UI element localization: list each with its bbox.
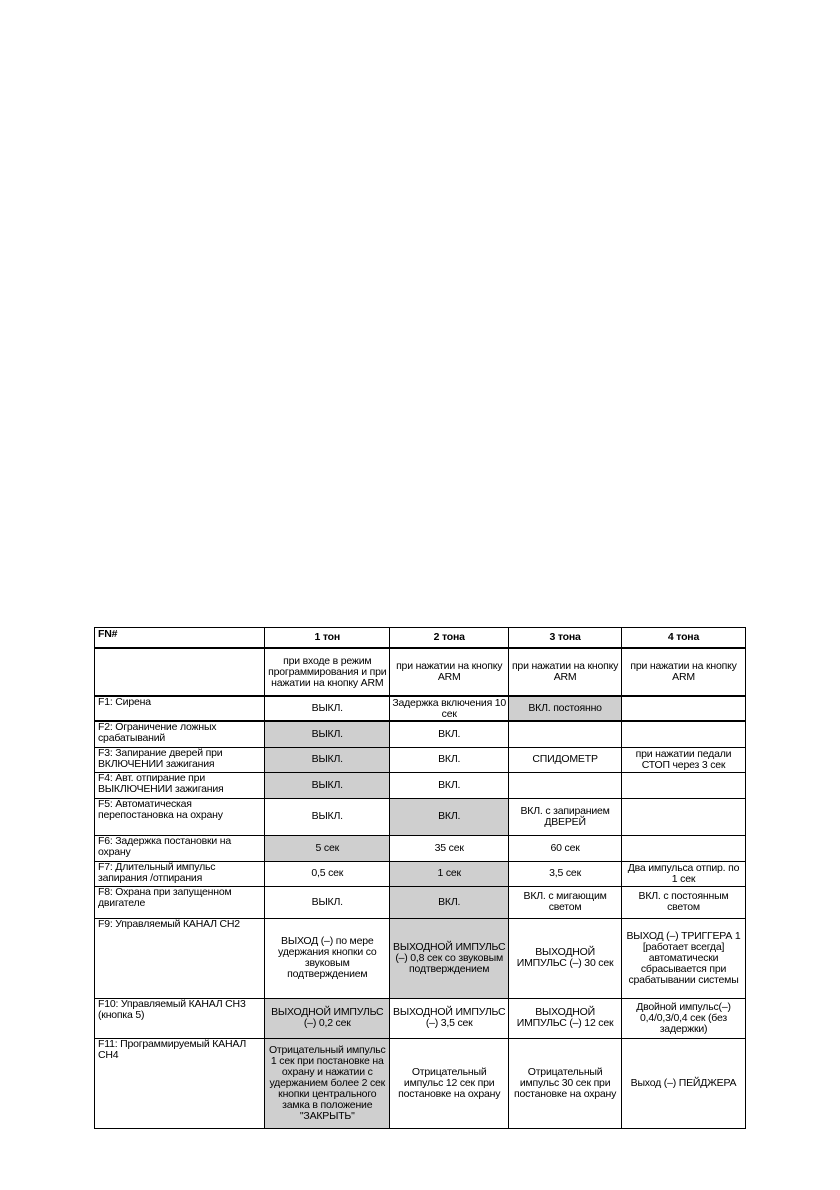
cell-tone-4: при нажатии на кнопку ARM: [622, 648, 746, 696]
table-row: [95, 772, 746, 798]
cell-tone-2: ВКЛ.: [390, 798, 509, 835]
table-row: [95, 1038, 746, 1128]
cell-tone-3: при нажатии на кнопку ARM: [509, 648, 622, 696]
cell-tone-1: 0,5 сек: [265, 861, 390, 886]
row-fn-label: F9: Управляемый КАНАЛ CH2: [95, 918, 265, 998]
table-row: [95, 798, 746, 835]
header-fn: FN#: [95, 628, 265, 649]
table-row: [95, 998, 746, 1038]
cell-tone-4: при нажатии педали СТОП через 3 сек: [622, 747, 746, 772]
cell-tone-4: ВЫХОД (–) ТРИГГЕРА 1 [работает всегда] автоматически сбрасывается при срабатывании системы: [622, 918, 746, 998]
row-fn-label: [95, 648, 265, 696]
header-tone-3: 3 тона: [509, 628, 622, 649]
table-row: [95, 886, 746, 918]
cell-tone-1: ВЫКЛ.: [265, 772, 390, 798]
table-row: [95, 835, 746, 861]
cell-tone-4: Двойной импульс(–) 0,4/0,3/0,4 сек (без задержки): [622, 998, 746, 1038]
table-row: [95, 696, 746, 721]
cell-tone-1: ВЫКЛ.: [265, 747, 390, 772]
cell-tone-2: Задержка включения 10 сек: [390, 696, 509, 721]
header-tone-1: 1 тон: [265, 628, 390, 649]
table-row: [95, 747, 746, 772]
cell-tone-1: ВЫХОДНОЙ ИМПУЛЬС (–) 0,2 сек: [265, 998, 390, 1038]
cell-tone-4: [622, 721, 746, 747]
cell-tone-1: ВЫКЛ.: [265, 886, 390, 918]
cell-tone-2: ВКЛ.: [390, 747, 509, 772]
cell-tone-3: 3,5 сек: [509, 861, 622, 886]
cell-tone-3: [509, 721, 622, 747]
row-fn-label: F1: Сирена: [95, 696, 265, 721]
cell-tone-3: ВКЛ. с запиранием ДВЕРЕЙ: [509, 798, 622, 835]
row-fn-label: F5: Автоматическая перепостановка на охрану: [95, 798, 265, 835]
cell-tone-1: ВЫКЛ.: [265, 721, 390, 747]
row-fn-label: F3: Запирание дверей при ВКЛЮЧЕНИИ зажигания: [95, 747, 265, 772]
header-tone-4: 4 тона: [622, 628, 746, 649]
cell-tone-3: ВКЛ. постоянно: [509, 696, 622, 721]
cell-tone-2: при нажатии на кнопку ARM: [390, 648, 509, 696]
header-tone-2: 2 тона: [390, 628, 509, 649]
table-row: [95, 721, 746, 747]
cell-tone-1: Отрицательный импульс 1 сек при постановке на охрану и нажатии с удержанием более 2 сек кнопки центрального замка в положение "ЗАКРЫТЬ": [265, 1038, 390, 1128]
cell-tone-2: ВКЛ.: [390, 886, 509, 918]
cell-tone-3: Отрицательный импульс 30 сек при постановке на охрану: [509, 1038, 622, 1128]
table-row: [95, 861, 746, 886]
row-fn-label: F4: Авт. отпирание при ВЫКЛЮЧЕНИИ зажигания: [95, 772, 265, 798]
cell-tone-1: 5 сек: [265, 835, 390, 861]
cell-tone-1: ВЫХОД (–) по мере удержания кнопки со звуковым подтверждением: [265, 918, 390, 998]
table-header-row: [95, 628, 746, 649]
table-row: [95, 648, 746, 696]
cell-tone-4: Два импульса отпир. по 1 сек: [622, 861, 746, 886]
cell-tone-3: ВЫХОДНОЙ ИМПУЛЬС (–) 30 сек: [509, 918, 622, 998]
cell-tone-1: ВЫКЛ.: [265, 696, 390, 721]
cell-tone-3: ВКЛ. с мигающим светом: [509, 886, 622, 918]
cell-tone-1: ВЫКЛ.: [265, 798, 390, 835]
cell-tone-3: ВЫХОДНОЙ ИМПУЛЬС (–) 12 сек: [509, 998, 622, 1038]
cell-tone-4: [622, 798, 746, 835]
cell-tone-3: [509, 772, 622, 798]
row-fn-label: F11: Программируемый КАНАЛ CH4: [95, 1038, 265, 1128]
cell-tone-2: ВКЛ.: [390, 721, 509, 747]
row-fn-label: F7: Длительный импульс запирания /отпирания: [95, 861, 265, 886]
cell-tone-4: Выход (–) ПЕЙДЖЕРА: [622, 1038, 746, 1128]
cell-tone-4: [622, 772, 746, 798]
cell-tone-4: [622, 696, 746, 721]
row-fn-label: F6: Задержка постановки на охрану: [95, 835, 265, 861]
cell-tone-2: ВКЛ.: [390, 772, 509, 798]
cell-tone-2: ВЫХОДНОЙ ИМПУЛЬС (–) 3,5 сек: [390, 998, 509, 1038]
cell-tone-2: 35 сек: [390, 835, 509, 861]
cell-tone-3: 60 сек: [509, 835, 622, 861]
cell-tone-4: [622, 835, 746, 861]
cell-tone-2: 1 сек: [390, 861, 509, 886]
cell-tone-2: Отрицательный импульс 12 сек при постановке на охрану: [390, 1038, 509, 1128]
table-row: [95, 918, 746, 998]
row-fn-label: F2: Ограничение ложных срабатываний: [95, 721, 265, 747]
cell-tone-3: СПИДОМЕТР: [509, 747, 622, 772]
cell-tone-1: при входе в режим программирования и при нажатии на кнопку ARM: [265, 648, 390, 696]
cell-tone-2: ВЫХОДНОЙ ИМПУЛЬС (–) 0,8 сек со звуковым подтверждением: [390, 918, 509, 998]
row-fn-label: F8: Охрана при запущенном двигателе: [95, 886, 265, 918]
function-table: [94, 627, 746, 1129]
row-fn-label: F10: Управляемый КАНАЛ CH3 (кнопка 5): [95, 998, 265, 1038]
cell-tone-4: ВКЛ. с постоянным светом: [622, 886, 746, 918]
